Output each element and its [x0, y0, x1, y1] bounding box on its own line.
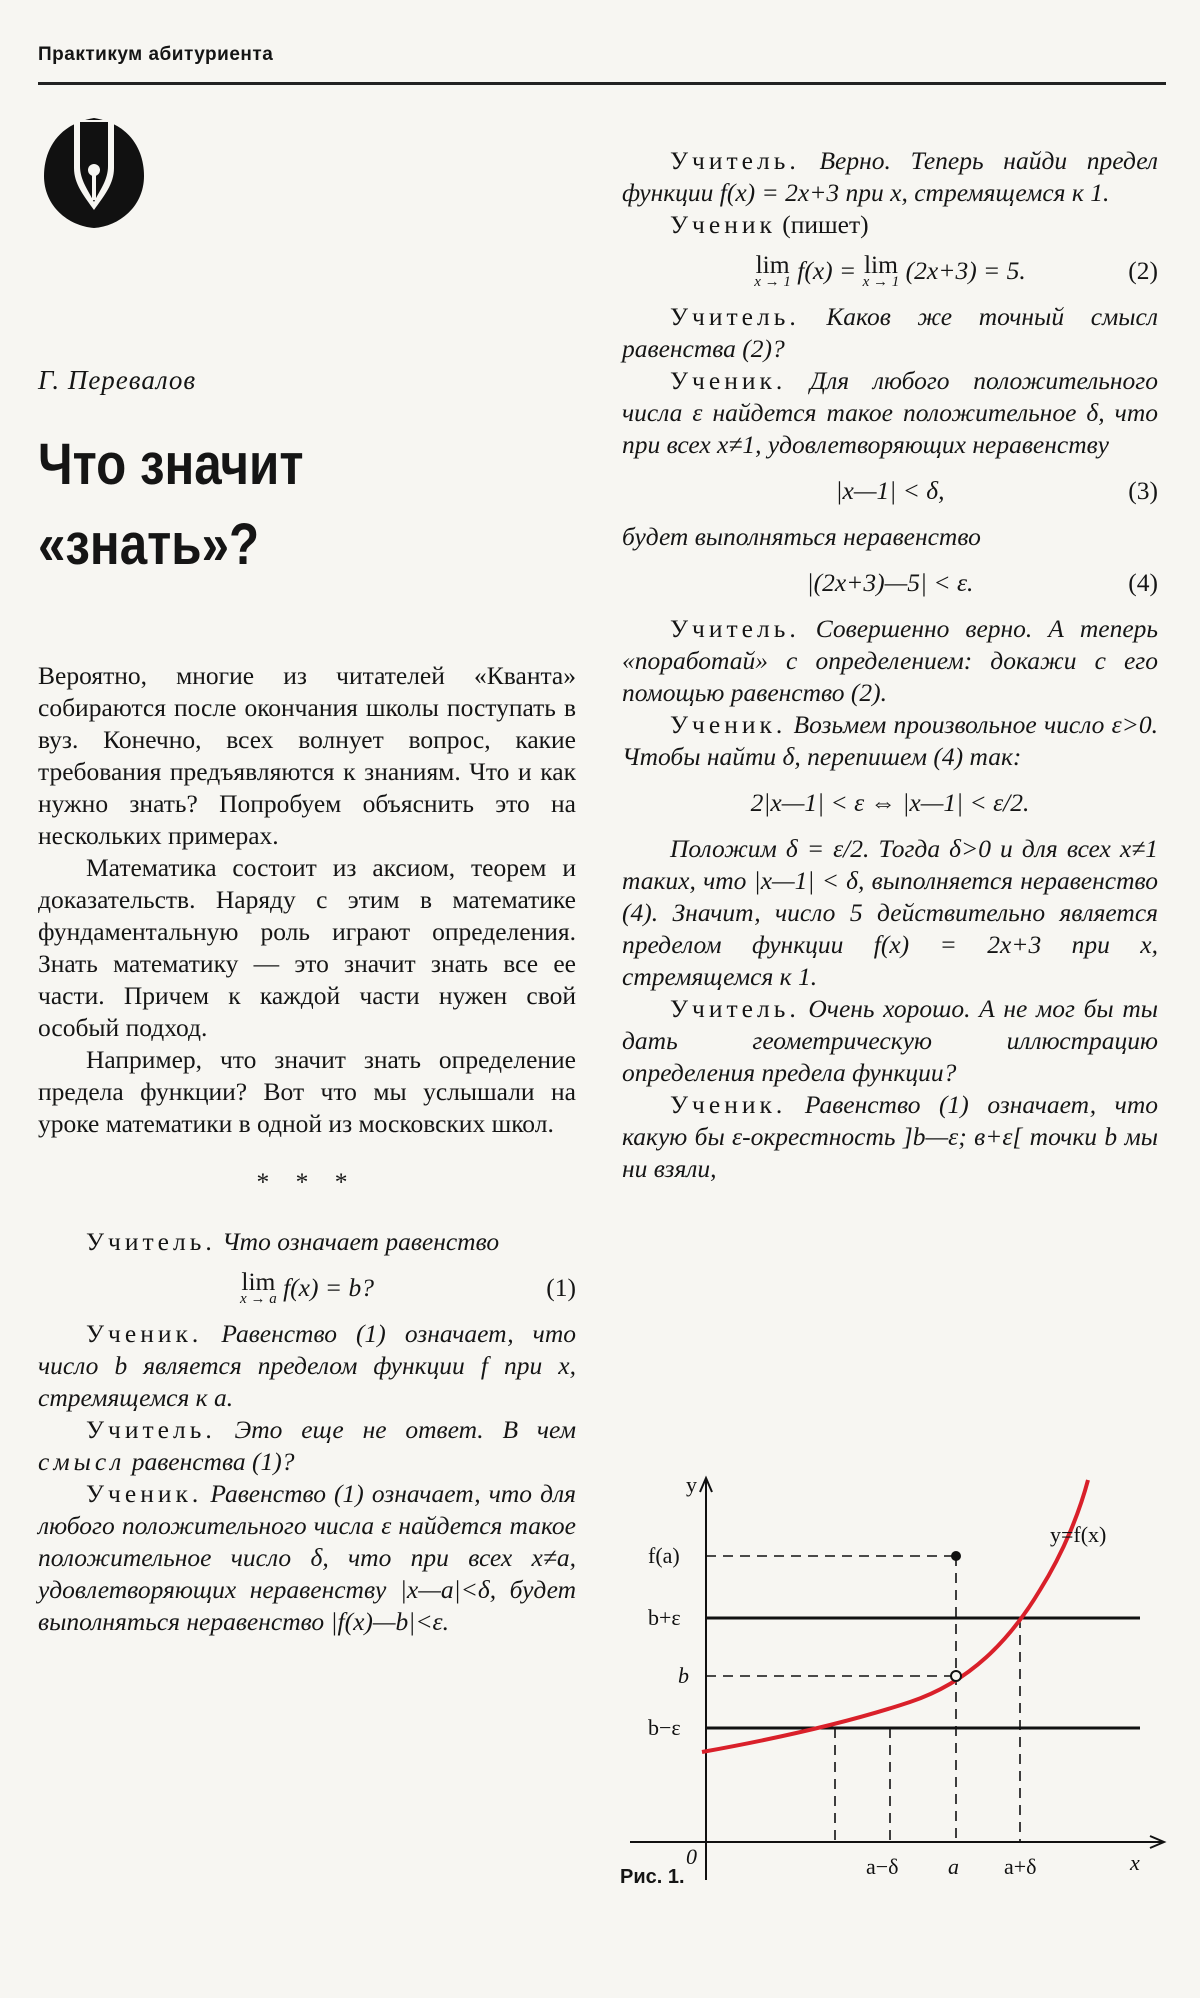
- student-text-cont: будет выполняться неравенство: [622, 522, 981, 551]
- equation-3-body: |x—1| < δ,: [835, 476, 945, 505]
- section-header: Практикум абитуриента: [38, 44, 274, 65]
- label-x: x: [1130, 1850, 1140, 1875]
- student-line-3: [622, 209, 1158, 241]
- lim-subscript: x → a: [240, 1291, 277, 1307]
- teacher-text: Очень хорошо. А не мог бы ты дать геометрическую иллюстрацию определения предела функции?: [622, 994, 1159, 1087]
- speaker-student: Ученик.: [86, 1479, 203, 1508]
- equation-2-mid: f(x) =: [797, 256, 857, 285]
- equation-number: (3): [1128, 476, 1158, 505]
- student-text: Возьмем произвольное число ε>0. Чтобы найти δ, перепишем (4) так:: [622, 710, 1158, 771]
- figure-caption: Рис. 1.: [620, 1866, 685, 1888]
- intro-paragraph: Вероятно, многие из читателей «Кванта» собираются после окончания школы поступать в вуз. Конечно, всех волнует вопрос, какие требования предъявляются к знаниям. Что и как нужно знать? Попробуем объяснить это на нескольких примерах.: [38, 661, 576, 850]
- student-text: Равенство (1) означает, что для любого положительного числа ε найдется такое положительное число δ, что при всех x≠a, удовлетворяющих неравенству |x—a|<δ, будет выполняться неравенство |f(x)—b|<ε.: [38, 1479, 577, 1636]
- author: Г. Перевалов: [38, 365, 197, 395]
- point-fa: [951, 1551, 961, 1561]
- title-line-1: Что значит: [38, 432, 304, 497]
- header-rule: [38, 82, 1166, 85]
- equation-5: [622, 787, 1158, 819]
- speaker-student: Ученик.: [86, 1319, 203, 1348]
- student-line-1: [38, 1318, 576, 1414]
- pen-nib-logo: [38, 110, 150, 232]
- label-a: a: [948, 1854, 959, 1879]
- teacher-text: Это еще не ответ. В чем: [234, 1415, 577, 1444]
- teacher-text: Что означает равенство: [222, 1227, 500, 1256]
- section-divider: * * *: [256, 1167, 358, 1196]
- lim-symbol: lim: [755, 250, 790, 279]
- equation-1-body: f(x) = b?: [283, 1273, 374, 1302]
- teacher-line-5: [622, 613, 1158, 709]
- student-line-6: [622, 1089, 1158, 1185]
- label-b: b: [678, 1663, 689, 1688]
- label-origin: 0: [686, 1844, 697, 1869]
- equation-4-body: |(2x+3)—5| < ε.: [806, 568, 974, 597]
- speaker-teacher: Учитель.: [670, 302, 800, 331]
- speaker-teacher: Учитель.: [86, 1415, 216, 1444]
- student-proof: Положим δ = ε/2. Тогда δ>0 и для всех x≠1 таких, что |x—1| < δ, выполняется неравенство (4). Значит, число 5 действительно является пределом функции f(x) = 2x+3 при x, стремящемся к 1.: [622, 834, 1158, 991]
- speaker-teacher: Учитель.: [86, 1227, 216, 1256]
- speaker-student: Ученик.: [670, 710, 787, 739]
- figure-limit-illustration: [610, 1470, 1170, 1890]
- student-line-4: [622, 365, 1158, 461]
- label-y: y: [686, 1472, 697, 1497]
- speaker-student: Ученик.: [670, 366, 787, 395]
- teacher-text: Верно. Теперь найди предел функции f(x) = 2x+3 при x, стремящемся к 1.: [622, 146, 1158, 207]
- teacher-text: Каков же точный смысл равенства (2)?: [622, 302, 1158, 363]
- equation-2-end: (2x+3) = 5.: [905, 256, 1026, 285]
- teacher-text-end: равенства (1)?: [131, 1447, 295, 1476]
- student-text: Равенство (1) означает, что число b является пределом функции f при x, стремящемся к a.: [38, 1319, 576, 1412]
- label-a-minus-delta: a−δ: [866, 1854, 899, 1879]
- speaker-student: Ученик.: [670, 1090, 787, 1119]
- student-text: Равенство (1) означает, что какую бы ε-окрестность ]b—ε; в+ε[ точки b мы ни взяли,: [622, 1090, 1158, 1183]
- equation-5-body: 2|x—1| < ε ⇔ |x—1| < ε/2.: [750, 788, 1030, 817]
- label-b-minus-eps: b−ε: [648, 1715, 681, 1740]
- spaced-word: смысл: [38, 1447, 126, 1476]
- speaker-teacher: Учитель.: [670, 994, 800, 1023]
- title-line-2: «знать»?: [38, 512, 260, 577]
- lim-subscript: x → 1: [754, 274, 791, 290]
- equation-number: (1): [546, 1273, 576, 1302]
- student-line-5: [622, 709, 1158, 773]
- equation-number: (2): [1128, 256, 1158, 285]
- label-a-plus-delta: a+δ: [1004, 1854, 1037, 1879]
- equation-2: [622, 250, 1158, 290]
- teacher-line-2: [38, 1414, 576, 1478]
- equation-1: [38, 1267, 576, 1307]
- label-fa: f(a): [648, 1543, 680, 1568]
- left-column: [38, 660, 576, 1638]
- label-b-plus-eps: b+ε: [648, 1605, 681, 1630]
- speaker-student: Ученик: [670, 210, 776, 239]
- equation-number: (4): [1128, 568, 1158, 597]
- lim-symbol: lim: [863, 250, 898, 279]
- lim-symbol: lim: [241, 1267, 276, 1296]
- speaker-teacher: Учитель.: [670, 614, 800, 643]
- point-b-hole: [951, 1671, 961, 1681]
- teacher-line-6: [622, 993, 1158, 1089]
- student-text: Для любого положительного числа ε найдется такое положительное δ, что при всех x≠1, удовлетворяющих неравенству: [622, 366, 1159, 459]
- right-column: [622, 145, 1158, 1185]
- curve-f: [702, 1480, 1088, 1752]
- label-curve: y=f(x): [1050, 1522, 1107, 1547]
- teacher-line-4: [622, 301, 1158, 365]
- teacher-line-3: [622, 145, 1158, 209]
- speaker-teacher: Учитель.: [670, 146, 800, 175]
- teacher-line-1: [38, 1226, 576, 1258]
- student-note: (пишет): [782, 210, 869, 239]
- teacher-text: Совершенно верно. А теперь «поработай» с определением: докажи с его помощью равенство (2).: [622, 614, 1158, 707]
- equation-4: [622, 567, 1158, 599]
- article-title: [38, 425, 304, 585]
- paragraph-2: Математика состоит из аксиом, теорем и доказательств. Наряду с этим в математике фундаментальную роль играют определения. Знать математику — это значит знать все ее части. Причем к каждой части нужен свой особый подход.: [38, 853, 576, 1042]
- lim-subscript: x → 1: [862, 274, 900, 290]
- paragraph-3: Например, что значит знать определение предела функции? Вот что мы услышали на уроке математики в одной из московских школ.: [38, 1045, 576, 1138]
- equation-3: [622, 475, 1158, 507]
- student-line-2: [38, 1478, 576, 1638]
